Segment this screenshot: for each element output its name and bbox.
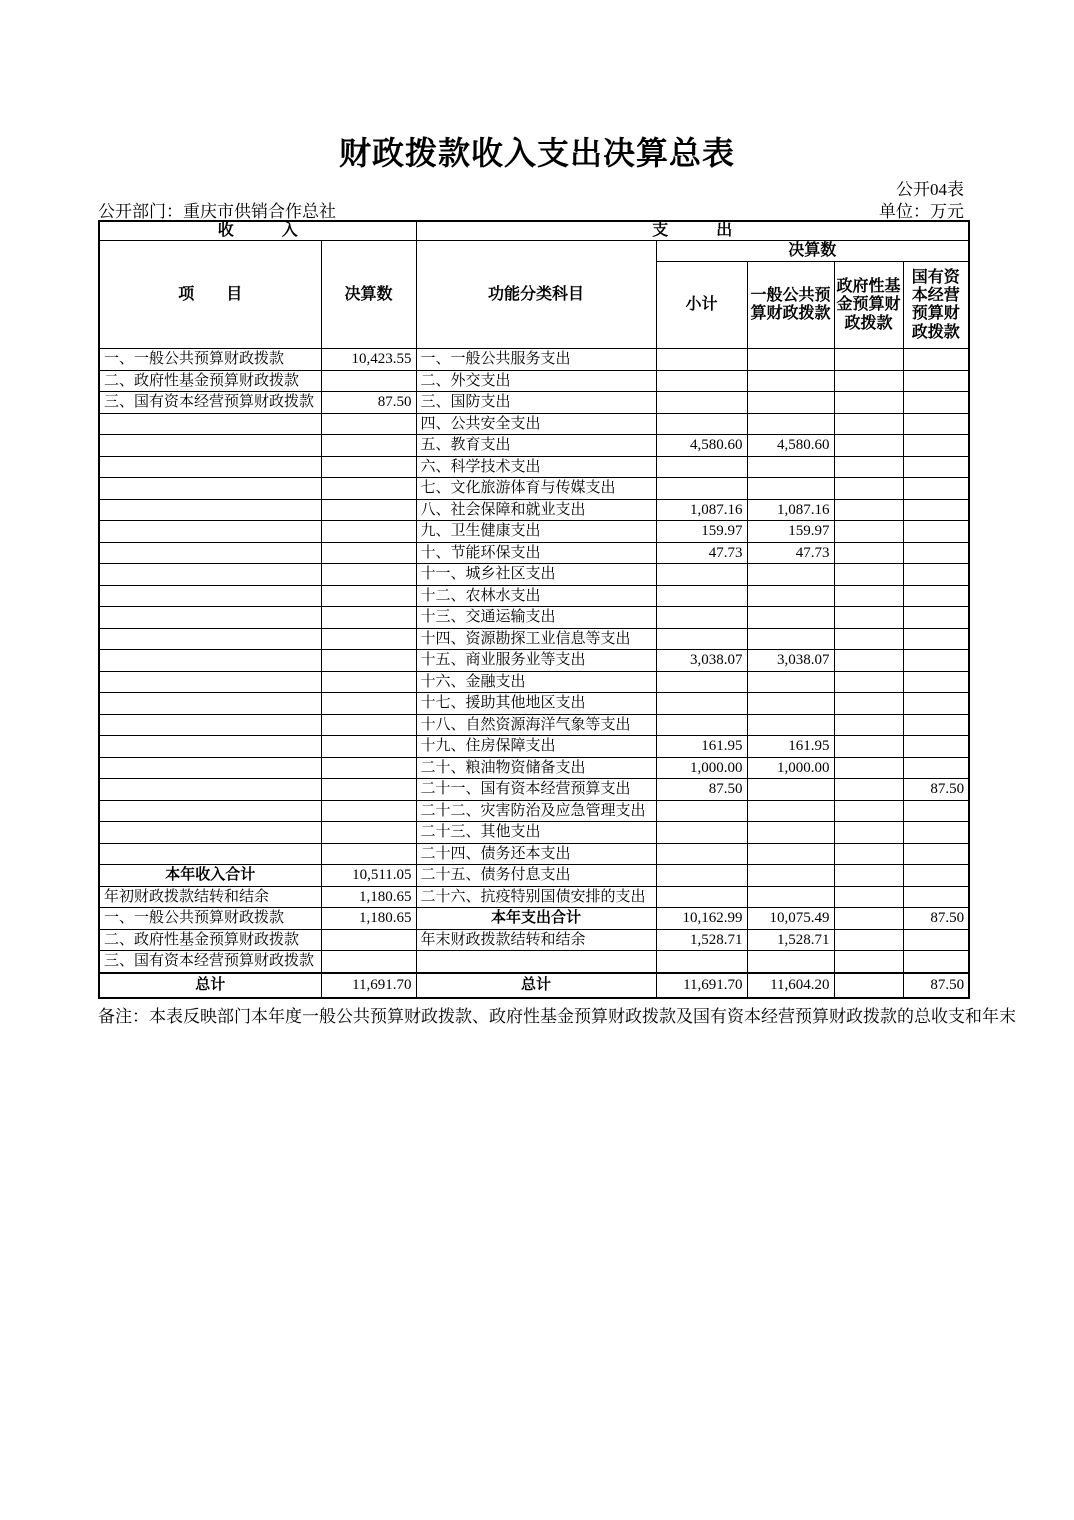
general-public-cell: 11,604.20 [747, 973, 834, 998]
income-amount-cell [321, 413, 416, 435]
gov-fund-cell [834, 757, 903, 779]
subtotal-cell: 11,691.70 [656, 973, 747, 998]
expense-item-cell: 六、科学技术支出 [416, 456, 656, 478]
general-public-cell [747, 671, 834, 693]
table-row [99, 843, 969, 865]
income-amount-cell: 11,691.70 [321, 973, 416, 998]
footnote: 备注：本表反映部门本年度一般公共预算财政拨款、政府性基金预算财政拨款及国有资本经营预算财政拨款的总收支和年末 [98, 1007, 1016, 1026]
state-capital-cell [903, 693, 969, 715]
general-public-cell [747, 800, 834, 822]
general-public-cell [747, 714, 834, 736]
state-capital-cell [903, 585, 969, 607]
general-public-cell: 159.97 [747, 521, 834, 543]
gov-fund-cell [834, 521, 903, 543]
expense-item-cell: 二十二、灾害防治及应急管理支出 [416, 800, 656, 822]
income-item-cell: 三、国有资本经营预算财政拨款 [99, 392, 321, 414]
income-item-cell: 本年收入合计 [99, 865, 321, 887]
general-public-cell [747, 392, 834, 414]
expense-item-cell: 二十六、抗疫特别国债安排的支出 [416, 886, 656, 908]
income-amount-cell: 87.50 [321, 392, 416, 414]
general-public-cell [747, 865, 834, 887]
table-row [99, 973, 969, 998]
subtotal-cell: 3,038.07 [656, 650, 747, 672]
income-item-cell: 二、政府性基金预算财政拨款 [99, 370, 321, 392]
subtotal-cell [656, 628, 747, 650]
income-item-cell [99, 822, 321, 844]
income-amount-cell [321, 370, 416, 392]
state-capital-cell [903, 370, 969, 392]
income-amount-cell [321, 435, 416, 457]
income-amount-cell [321, 800, 416, 822]
general-public-cell: 3,038.07 [747, 650, 834, 672]
subtotal-cell [656, 349, 747, 371]
income-item-cell [99, 585, 321, 607]
income-amount-cell [321, 693, 416, 715]
state-capital-cell [903, 564, 969, 586]
col-header-state-capital: 国有资本经营预算财政拨款 [903, 262, 969, 349]
subtotal-cell [656, 800, 747, 822]
col-header-function: 功能分类科目 [416, 241, 656, 349]
general-public-cell [747, 951, 834, 973]
table-row [99, 370, 969, 392]
income-amount-cell [321, 628, 416, 650]
income-item-cell [99, 800, 321, 822]
income-item-cell [99, 435, 321, 457]
gov-fund-cell [834, 800, 903, 822]
income-item-cell [99, 779, 321, 801]
income-item-cell [99, 499, 321, 521]
state-capital-cell [903, 435, 969, 457]
state-capital-cell [903, 542, 969, 564]
general-public-cell: 1,087.16 [747, 499, 834, 521]
group-header-row [99, 241, 969, 262]
gov-fund-cell [834, 542, 903, 564]
general-public-cell: 4,580.60 [747, 435, 834, 457]
table-row [99, 349, 969, 371]
subtotal-cell [656, 413, 747, 435]
table-row [99, 650, 969, 672]
state-capital-cell [903, 714, 969, 736]
subtotal-cell [656, 478, 747, 500]
expense-item-cell: 八、社会保障和就业支出 [416, 499, 656, 521]
gov-fund-cell [834, 650, 903, 672]
col-header-subtotal: 小计 [656, 262, 747, 349]
state-capital-cell [903, 499, 969, 521]
subtotal-cell: 161.95 [656, 736, 747, 758]
general-public-cell: 1,528.71 [747, 929, 834, 951]
general-public-cell [747, 413, 834, 435]
table-code: 公开04表 [896, 180, 964, 199]
subtotal-cell [656, 585, 747, 607]
state-capital-cell [903, 886, 969, 908]
subtotal-cell [656, 370, 747, 392]
income-amount-cell [321, 542, 416, 564]
income-item-cell: 总计 [99, 973, 321, 998]
income-amount-cell [321, 779, 416, 801]
state-capital-cell [903, 607, 969, 629]
state-capital-cell [903, 929, 969, 951]
expense-item-cell: 年末财政拨款结转和结余 [416, 929, 656, 951]
expense-item-cell: 十四、资源勘探工业信息等支出 [416, 628, 656, 650]
income-item-cell: 二、政府性基金预算财政拨款 [99, 929, 321, 951]
table-row [99, 413, 969, 435]
state-capital-cell [903, 736, 969, 758]
state-capital-cell [903, 822, 969, 844]
income-item-cell [99, 413, 321, 435]
state-capital-cell [903, 671, 969, 693]
table-row [99, 607, 969, 629]
expense-item-cell: 四、公共安全支出 [416, 413, 656, 435]
income-amount-cell [321, 499, 416, 521]
expense-item-cell: 本年支出合计 [416, 908, 656, 930]
income-item-cell [99, 542, 321, 564]
income-item-cell [99, 456, 321, 478]
income-amount-cell [321, 456, 416, 478]
general-public-cell [747, 628, 834, 650]
expense-item-cell: 二十三、其他支出 [416, 822, 656, 844]
fiscal-summary-table [98, 220, 970, 999]
gov-fund-cell [834, 478, 903, 500]
state-capital-cell: 87.50 [903, 908, 969, 930]
expense-item-cell: 七、文化旅游体育与传媒支出 [416, 478, 656, 500]
gov-fund-cell [834, 349, 903, 371]
state-capital-cell [903, 392, 969, 414]
state-capital-cell [903, 843, 969, 865]
unit-label: 单位：万元 [879, 202, 964, 221]
gov-fund-cell [834, 865, 903, 887]
expense-item-cell: 二十四、债务还本支出 [416, 843, 656, 865]
subtotal-cell [656, 843, 747, 865]
table-row [99, 435, 969, 457]
income-amount-cell [321, 607, 416, 629]
state-capital-cell [903, 413, 969, 435]
table-row [99, 542, 969, 564]
table-row [99, 499, 969, 521]
income-item-cell [99, 478, 321, 500]
subtotal-cell: 1,528.71 [656, 929, 747, 951]
income-amount-cell [321, 757, 416, 779]
general-public-cell [747, 585, 834, 607]
subtotal-cell: 159.97 [656, 521, 747, 543]
table-row [99, 585, 969, 607]
gov-fund-cell [834, 435, 903, 457]
gov-fund-cell [834, 843, 903, 865]
table-row [99, 951, 969, 973]
general-public-cell: 47.73 [747, 542, 834, 564]
table-row [99, 736, 969, 758]
subtotal-cell [656, 886, 747, 908]
table-row [99, 456, 969, 478]
gov-fund-cell [834, 714, 903, 736]
gov-fund-cell [834, 822, 903, 844]
state-capital-cell [903, 478, 969, 500]
gov-fund-cell [834, 886, 903, 908]
expense-item-cell: 总计 [416, 973, 656, 998]
table-row [99, 478, 969, 500]
gov-fund-cell [834, 929, 903, 951]
income-amount-cell [321, 843, 416, 865]
expense-item-cell: 二十、粮油物资储备支出 [416, 757, 656, 779]
income-amount-cell [321, 951, 416, 973]
col-header-gov-fund: 政府性基金预算财政拨款 [834, 262, 903, 349]
gov-fund-cell [834, 908, 903, 930]
state-capital-cell [903, 456, 969, 478]
subtotal-cell [656, 456, 747, 478]
income-item-cell [99, 628, 321, 650]
state-capital-cell [903, 865, 969, 887]
expense-item-cell: 十八、自然资源海洋气象等支出 [416, 714, 656, 736]
general-public-cell [747, 886, 834, 908]
income-item-cell: 年初财政拨款结转和结余 [99, 886, 321, 908]
income-amount-cell [321, 671, 416, 693]
general-public-cell [747, 478, 834, 500]
expense-item-cell: 二十一、国有资本经营预算支出 [416, 779, 656, 801]
gov-fund-cell [834, 370, 903, 392]
state-capital-cell [903, 650, 969, 672]
expense-item-cell: 十九、住房保障支出 [416, 736, 656, 758]
subtotal-cell [656, 607, 747, 629]
income-amount-cell [321, 650, 416, 672]
table-row [99, 929, 969, 951]
expense-item-cell [416, 951, 656, 973]
state-capital-cell [903, 349, 969, 371]
subtotal-cell [656, 392, 747, 414]
general-public-cell [747, 370, 834, 392]
subtotal-cell [656, 671, 747, 693]
table-row [99, 564, 969, 586]
col-header-item: 项 目 [99, 241, 321, 349]
income-amount-cell [321, 929, 416, 951]
subtotal-cell [656, 951, 747, 973]
income-item-cell [99, 757, 321, 779]
expense-item-cell: 一、一般公共服务支出 [416, 349, 656, 371]
gov-fund-cell [834, 564, 903, 586]
gov-fund-cell [834, 779, 903, 801]
general-public-cell [747, 564, 834, 586]
income-item-cell [99, 671, 321, 693]
income-item-cell [99, 693, 321, 715]
expense-item-cell: 十七、援助其他地区支出 [416, 693, 656, 715]
table-row [99, 908, 969, 930]
income-item-cell [99, 607, 321, 629]
income-item-cell [99, 736, 321, 758]
expense-item-cell: 十一、城乡社区支出 [416, 564, 656, 586]
subtotal-cell: 47.73 [656, 542, 747, 564]
income-item-cell [99, 843, 321, 865]
table-row [99, 521, 969, 543]
table-row [99, 671, 969, 693]
expense-item-cell: 三、国防支出 [416, 392, 656, 414]
gov-fund-cell [834, 413, 903, 435]
expense-item-cell: 二、外交支出 [416, 370, 656, 392]
income-amount-cell [321, 714, 416, 736]
subtotal-cell: 87.50 [656, 779, 747, 801]
general-public-cell [747, 779, 834, 801]
gov-fund-cell [834, 973, 903, 998]
income-section-header: 收 入 [99, 221, 416, 241]
gov-fund-cell [834, 456, 903, 478]
table-row [99, 714, 969, 736]
income-amount-cell [321, 585, 416, 607]
state-capital-cell [903, 800, 969, 822]
income-amount-cell [321, 478, 416, 500]
gov-fund-cell [834, 671, 903, 693]
subtotal-cell [656, 693, 747, 715]
state-capital-cell [903, 628, 969, 650]
gov-fund-cell [834, 693, 903, 715]
income-amount-cell: 1,180.65 [321, 886, 416, 908]
income-amount-cell [321, 736, 416, 758]
income-item-cell: 三、国有资本经营预算财政拨款 [99, 951, 321, 973]
section-header-row [99, 221, 969, 241]
col-header-general-public: 一般公共预算财政拨款 [747, 262, 834, 349]
income-item-cell [99, 714, 321, 736]
gov-fund-cell [834, 736, 903, 758]
meta-row [98, 197, 964, 222]
expense-item-cell: 十六、金融支出 [416, 671, 656, 693]
expense-item-cell: 十三、交通运输支出 [416, 607, 656, 629]
table-row [99, 886, 969, 908]
expense-item-cell: 十、节能环保支出 [416, 542, 656, 564]
general-public-cell: 10,075.49 [747, 908, 834, 930]
subtotal-cell [656, 714, 747, 736]
income-item-cell [99, 650, 321, 672]
income-item-cell: 一、一般公共预算财政拨款 [99, 908, 321, 930]
table-row [99, 757, 969, 779]
gov-fund-cell [834, 628, 903, 650]
subtotal-cell: 4,580.60 [656, 435, 747, 457]
expense-section-header: 支 出 [416, 221, 969, 241]
general-public-cell: 161.95 [747, 736, 834, 758]
income-item-cell [99, 564, 321, 586]
gov-fund-cell [834, 585, 903, 607]
income-amount-cell [321, 521, 416, 543]
col-header-amount-group: 决算数 [656, 241, 969, 262]
expense-item-cell: 九、卫生健康支出 [416, 521, 656, 543]
table-row [99, 693, 969, 715]
income-item-cell: 一、一般公共预算财政拨款 [99, 349, 321, 371]
gov-fund-cell [834, 607, 903, 629]
department-label: 公开部门：重庆市供销合作总社 [98, 202, 336, 221]
expense-item-cell: 十五、商业服务业等支出 [416, 650, 656, 672]
subtotal-cell [656, 564, 747, 586]
income-amount-cell [321, 564, 416, 586]
subtotal-cell [656, 865, 747, 887]
income-amount-cell: 10,423.55 [321, 349, 416, 371]
state-capital-cell: 87.50 [903, 779, 969, 801]
state-capital-cell [903, 951, 969, 973]
table-row [99, 800, 969, 822]
income-amount-cell: 1,180.65 [321, 908, 416, 930]
expense-item-cell: 二十五、债务付息支出 [416, 865, 656, 887]
state-capital-cell [903, 757, 969, 779]
subtotal-cell: 10,162.99 [656, 908, 747, 930]
general-public-cell [747, 607, 834, 629]
state-capital-cell: 87.50 [903, 973, 969, 998]
subtotal-cell [656, 822, 747, 844]
gov-fund-cell [834, 951, 903, 973]
general-public-cell [747, 456, 834, 478]
state-capital-cell [903, 521, 969, 543]
income-amount-cell [321, 822, 416, 844]
income-item-cell [99, 521, 321, 543]
general-public-cell [747, 822, 834, 844]
general-public-cell [747, 843, 834, 865]
general-public-cell: 1,000.00 [747, 757, 834, 779]
subtotal-cell: 1,087.16 [656, 499, 747, 521]
table-body [99, 349, 969, 998]
gov-fund-cell [834, 499, 903, 521]
table-row [99, 628, 969, 650]
col-header-amount: 决算数 [321, 241, 416, 349]
page-title: 财政拨款收入支出决算总表 [338, 135, 735, 171]
expense-item-cell: 五、教育支出 [416, 435, 656, 457]
income-amount-cell: 10,511.05 [321, 865, 416, 887]
table-row [99, 779, 969, 801]
gov-fund-cell [834, 392, 903, 414]
expense-item-cell: 十二、农林水支出 [416, 585, 656, 607]
general-public-cell [747, 349, 834, 371]
table-row [99, 822, 969, 844]
table-row [99, 392, 969, 414]
subtotal-cell: 1,000.00 [656, 757, 747, 779]
general-public-cell [747, 693, 834, 715]
table-row [99, 865, 969, 887]
